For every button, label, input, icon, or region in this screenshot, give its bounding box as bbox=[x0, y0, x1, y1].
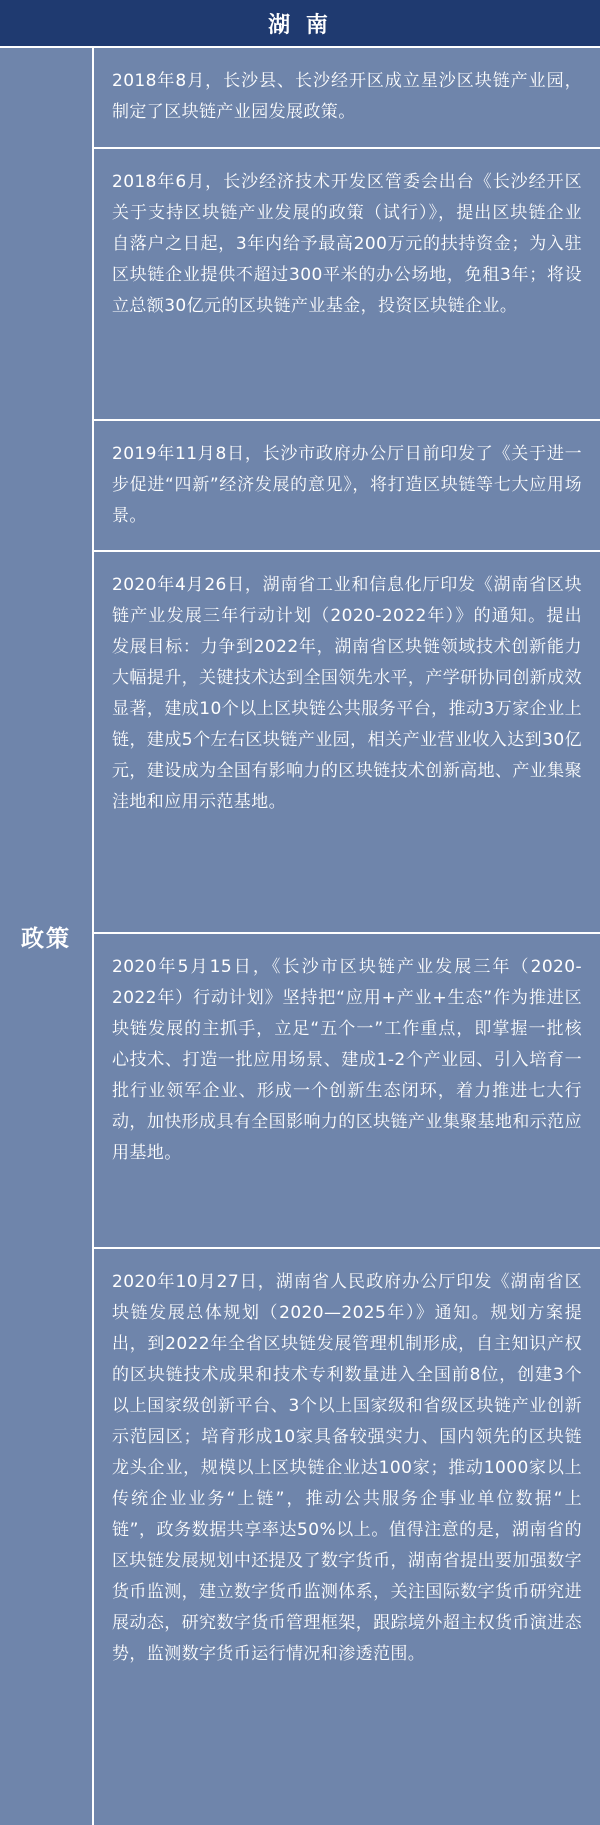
policy-entry-text: 2019年11月8日，长沙市政府办公厅日前印发了《关于进一步促进“四新”经济发展的意见》，将打造区块链等七大应用场景。 bbox=[112, 444, 582, 526]
policy-entry-2 bbox=[94, 149, 600, 419]
policy-entry-1 bbox=[94, 48, 600, 147]
policy-entry-text: 2018年8月，长沙县、长沙经开区成立星沙区块链产业园，制定了区块链产业园发展政策。 bbox=[112, 71, 582, 122]
policy-entry-text: 2018年6月，长沙经济技术开发区管委会出台《长沙经开区关于支持区块链产业发展的政策（试行）》，提出区块链企业自落户之日起，3年内给予最高200万元的扶持资金；为入驻区块链企业提供不超过300平米的办公场地，免租3年；将设立总额30亿元的区块链产业基金，投资区块链企业。 bbox=[112, 172, 582, 316]
province-title: 湖 南 bbox=[268, 12, 332, 38]
policy-entry-text: 2020年5月15日，《长沙市区块链产业发展三年（2020-2022年）行动计划》坚持把“应用+产业+生态”作为推进区块链发展的主抓手，立足“五个一”工作重点，即掌握一批核心技术、打造一批应用场景、建成1-2个产业园、引入培育一批行业领军企业、形成一个创新生态闭环，着力推进七大行动，加快形成具有全国影响力的区块链产业集聚基地和示范应用基地。 bbox=[112, 957, 582, 1163]
policy-entry-5 bbox=[94, 934, 600, 1247]
province-header bbox=[0, 0, 600, 46]
policy-list bbox=[94, 48, 600, 1825]
policy-entry-3 bbox=[94, 421, 600, 550]
category-label: 政策 bbox=[21, 926, 71, 952]
policy-entry-6 bbox=[94, 1249, 600, 1825]
policy-entry-4 bbox=[94, 552, 600, 932]
policy-entry-text: 2020年10月27日，湖南省人民政府办公厅印发《湖南省区块链发展总体规划（2020—2025年）》通知。规划方案提出，到2022年全省区块链发展管理机制形成，自主知识产权的区块链技术成果和技术专利数量进入全国前8位，创建3个以上国家级创新平台、3个以上国家级和省级区块链产业创新示范园区；培育形成10家具备较强实力、国内领先的区块链龙头企业，规模以上区块链企业达100家；推动1000家以上传统企业业务“上链”，推动公共服务企事业单位数据“上链”，政务数据共享率达50%以上。值得注意的是，湖南省的区块链发展规划中还提及了数字货币，湖南省提出要加强数字货币监测，建立数字货币监测体系，关注国际数字货币研究进展动态，研究数字货币管理框架，跟踪境外超主权货币演进态势，监测数字货币运行情况和渗透范围。 bbox=[112, 1272, 582, 1664]
category-sidebar bbox=[0, 48, 92, 1825]
policy-entry-text: 2020年4月26日，湖南省工业和信息化厅印发《湖南省区块链产业发展三年行动计划（2020-2022年）》的通知。提出发展目标：力争到2022年，湖南省区块链领域技术创新能力大幅提升，关键技术达到全国领先水平，产学研协同创新成效显著，建成10个以上区块链公共服务平台，推动3万家企业上链，建成5个左右区块链产业园，相关产业营业收入达到30亿元，建设成为全国有影响力的区块链技术创新高地、产业集聚洼地和应用示范基地。 bbox=[112, 575, 582, 812]
